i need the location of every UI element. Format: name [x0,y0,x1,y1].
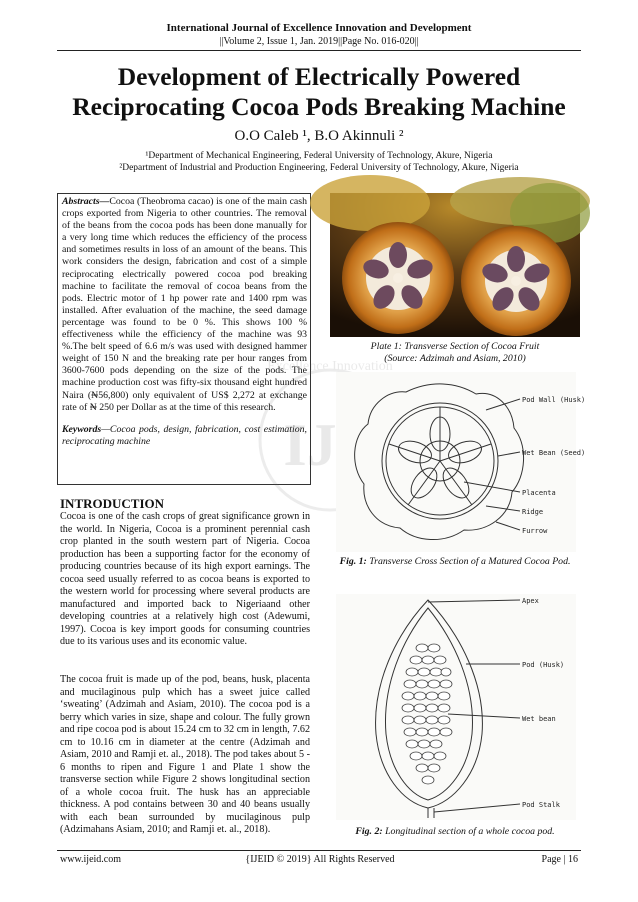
journal-name: International Journal of Excellence Innovation and Development [166,22,472,34]
watermark-text: IJE [283,412,377,478]
fig1-label-furrow: Furrow [522,527,548,535]
paper-title [40,62,598,122]
fig1-label-placenta: Placenta [522,489,556,497]
plate-1-caption [330,341,580,365]
intro-paragraph-2: The cocoa fruit is made up of the pod, beans, husk, placenta and mucilaginous pulp which has a sweet juice called ‘sweating’ (Adzimah and Asiam, 2010). The cocoa pod is a berry which varies in size, shape and colour. The fully grown and ripe cocoa pod is about 15.24 cm to 32 cm in length, 7.62 cm to 10.16 cm in diameter at the centre (Adzimah and Asiam, 2010 and Ramji et. al., 2018). The pod takes about 5 - 6 months to ripen and Figure 1 and Plate 1 show the transverse section while Figure 2 shows longitudinal section of a whole cocoa fruit. The husk has an appreciable thickness. A pod contains between 30 and 40 beans usually with each bean surrounded by mucilaginous pulp (Adzimahans Asiam, 2010; and Ramji et. al., 2018). [60,674,310,835]
fig1-label-wet-bean: Wet Bean (Seed) [522,449,586,457]
keywords-label: Keywords [62,423,102,435]
figure-1-caption-text: Transverse Cross Section of a Matured Cocoa Pod. [369,556,571,567]
title-line-1: Development of Electrically Powered [117,62,521,91]
affiliation-2: ²Department of Industrial and Production Engineering, Federal University of Technology, Akure, Nigeria [119,163,519,173]
intro-heading: INTRODUCTION [60,496,165,511]
abstract-label: Abstracts— [62,196,110,207]
fig2-label-pod-husk: Pod (Husk) [522,661,565,669]
plate-1-photo [330,193,580,337]
figure-2-caption [330,826,580,838]
footer-rule [57,850,581,851]
fig2-label-apex: Apex [522,597,539,605]
abstract-body: Cocoa (Theobroma cacao) is one of the main cash crops exported from Nigeria to other countries. The removal of the beans from the cocoa pods has been done manually for a very long time which reduces the efficiency of the process and sometimes results in loss of an amount of the beans. This work considers the design, fabrication and cost of a simple reciprocating electrically powered cocoa pod breaking machine to facilitate the removal of cocoa beans from the pods. Electric motor of 1 hp power rate and 1400 rpm was installed. After evaluation of the machine, the seed damage percentage was found to be 0 %. This shows 100 % effectiveness while the efficiency of the machine was 93 %.The belt speed of 6.6 m/s was used with designed hammer weight of 150 N and the breaking rate per hour ranges from 3600-7600 pods depending on the size of the pods. The machine production cost was fifty-six thousand eight hundred Naira (₦56,800) only equivalent of US$ 2,272 at exchange rate of ₦ 250 per Dollar as at the time of this research. [62,196,307,413]
fig2-label-wet-bean: Wet bean [522,715,556,723]
fig2-label-pod-stalk: Pod Stalk [522,801,560,809]
figure-1-caption [330,556,580,568]
figure-2-drawing [336,594,576,820]
fig1-label-pod-wall: Pod Wall (Husk) [522,396,586,404]
abstract-text [62,196,307,448]
figure-2-caption-text: Longitudinal section of a whole cocoa pod. [385,826,555,837]
footer-website[interactable]: www.ijeid.com [60,854,122,865]
title-line-2: Reciprocating Cocoa Pods Breaking Machine [72,92,566,121]
keywords [62,424,307,447]
affiliation-1: ¹Department of Mechanical Engineering, Federal University of Technology, Akure, Nigeria [145,151,493,161]
intro-paragraph-1: Cocoa is one of the cash crops of great significance grown in the world. In Nigeria, Cocoa is a prominent perennial cash crop planted in the south western part of Nigeria. Cocoa production has been a supporting factor for the economy of producing countries because of its high export earnings. The cocoa seed usually referred to as cocoa beans is exported to the western world for processing where several products are manufactured and imported back to Nigeriaand other developing countries at a relatively high cost (Adewumi, 1997). Cocoa is key import goods for consuming countries due to its various uses and its economic value. [60,511,310,647]
keywords-text: —Cocoa pods, design, fabrication, cost estimation, reciprocating machine [62,423,307,447]
issue-info: ||Volume 2, Issue 1, Jan. 2019||Page No. 016-020|| [219,36,419,47]
footer-rights: {IJEID © 2019} All Rights Reserved [245,854,395,865]
authors: O.O Caleb ¹, B.O Akinnuli ² [234,128,404,144]
header-rule [57,50,581,51]
watermark-ring-text: Excellence Innovation [267,359,393,374]
figure-1-drawing [336,372,586,552]
fig1-label-ridge: Ridge [522,508,544,516]
footer-page-number: Page | 16 [541,854,578,865]
plate-1-caption-line-2: (Source: Adzimah and Asiam, 2010) [384,353,526,364]
figure-1-label: Fig. 1: [339,556,367,567]
abstract-box [57,193,311,485]
plate-1-caption-line-1: Plate 1: Transverse Section of Cocoa Fruit [370,341,540,352]
figure-2-label: Fig. 2: [355,826,383,837]
